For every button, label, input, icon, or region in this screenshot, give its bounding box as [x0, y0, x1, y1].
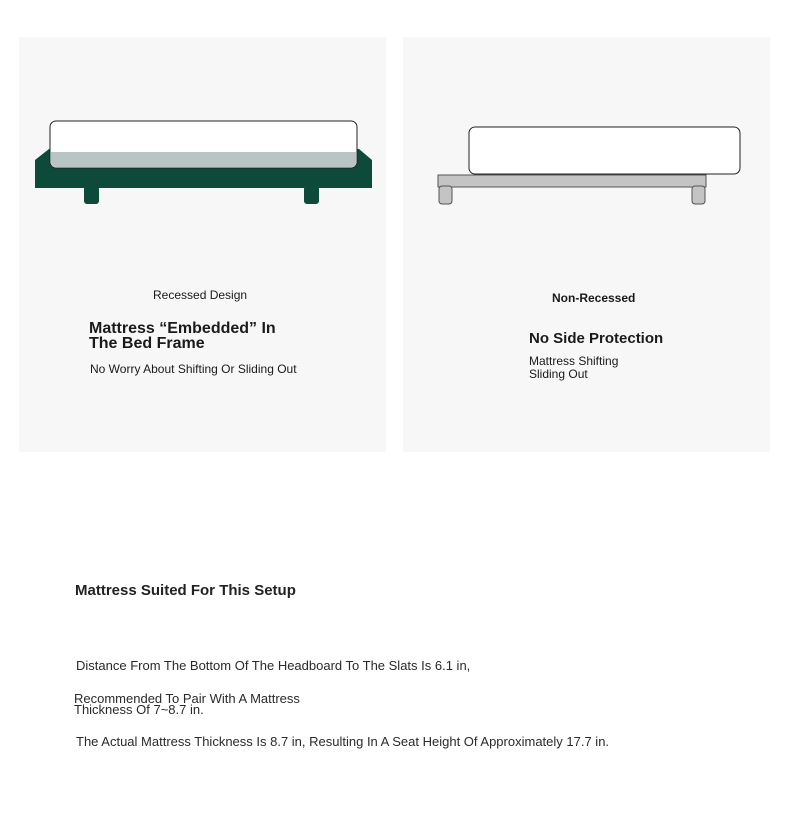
non-recessed-bed-illustration [403, 37, 770, 237]
recessed-design-panel [19, 37, 386, 452]
recessed-headline: Mattress “Embedded” In The Bed Frame [89, 320, 276, 352]
recommended-thickness-text: Recommended To Pair With A Mattress Thickness Of 7~8.7 in. [74, 691, 300, 717]
non-recessed-bed-frame [438, 175, 706, 187]
recessed-bed-illustration [19, 37, 386, 237]
actual-thickness-text: The Actual Mattress Thickness Is 8.7 in, Resulting In A Seat Height Of Approximately 17.7 in. [76, 734, 610, 749]
section-title: Mattress Suited For This Setup [75, 582, 296, 599]
recessed-mattress-embedded-part [51, 152, 356, 167]
non-recessed-bed-leg-right [692, 186, 705, 204]
recessed-tag: Recessed Design [153, 288, 248, 302]
recessed-bed-leg-left [84, 186, 99, 204]
non-recessed-subtext: Mattress Shifting Sliding Out [529, 354, 619, 381]
non-recessed-bed-leg-left [439, 186, 452, 204]
non-recessed-panel [403, 37, 770, 452]
headboard-distance-text: Distance From The Bottom Of The Headboard To The Slats Is 6.1 in, [76, 658, 471, 673]
non-recessed-headline: No Side Protection [529, 330, 664, 347]
non-recessed-tag: Non-Recessed [552, 291, 636, 305]
recessed-bed-leg-right [304, 186, 319, 204]
recessed-subtext: No Worry About Shifting Or Sliding Out [90, 362, 297, 376]
non-recessed-mattress [469, 127, 740, 174]
